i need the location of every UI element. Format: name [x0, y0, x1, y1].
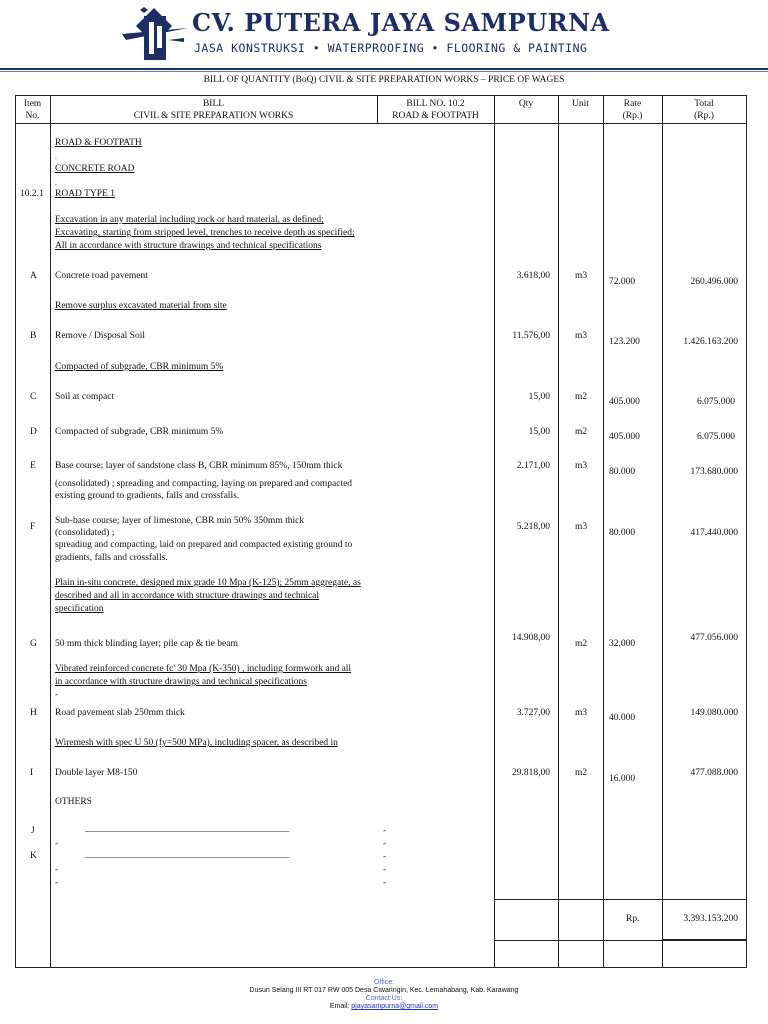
qty-value: 15,00	[528, 427, 550, 437]
col-header-qty: Qty	[518, 99, 534, 109]
unit-value: m3	[575, 522, 588, 532]
table-top-border	[15, 95, 747, 96]
item-description: Base course; layer of sandstone class B, CBR minimum 85%, 150mm thick	[55, 461, 343, 471]
item-letter: G	[30, 639, 37, 649]
summary-top-border	[494, 899, 747, 900]
header-rule-thin	[0, 71, 768, 72]
item-letter: C	[30, 392, 37, 402]
table-header-border	[15, 123, 747, 124]
item-number: 10.2.1	[20, 189, 44, 199]
item-description: (consolidated) ;	[55, 528, 115, 538]
summary-bottom-border	[494, 940, 662, 941]
unit-value: m2	[575, 639, 588, 649]
item-letter: J	[31, 826, 35, 836]
item-description: (consolidated) ; spreading and compacting, laying on prepared and compacted	[55, 479, 353, 489]
grand-total: 3.393.153.200	[683, 914, 738, 924]
rate-value: 80.000	[609, 467, 636, 477]
item-letter: H	[30, 708, 37, 718]
total-value: 149.080.000	[690, 708, 738, 718]
footer-email-link[interactable]: pjayasampurna@gmail.com	[351, 1003, 439, 1010]
qty-value: 3.727,00	[516, 708, 550, 718]
spec-text: Excavating, starting from stripped level, trenches to receive depth as specified;	[55, 228, 355, 238]
item-description: Sub-base course; layer of limestone, CBR min 50% 350mm thick	[55, 516, 305, 526]
summary-total-underline	[662, 939, 747, 941]
rate-value: 32.000	[609, 639, 636, 649]
company-tagline: JASA KONSTRUKSI • WATERPROOFING • FLOORING & PAINTING	[194, 41, 588, 55]
spec-text: in accordance with structure drawings and technical specifications	[55, 677, 307, 687]
unit-value: m2	[575, 392, 588, 402]
total-value: 6.075.000	[697, 432, 735, 442]
section-heading: CONCRETE ROAD	[55, 164, 135, 174]
dash-marker: -	[55, 878, 59, 888]
section-heading: OTHERS	[55, 797, 92, 807]
item-description: Concrete road pavement	[55, 271, 148, 281]
spec-text: specification	[55, 604, 104, 614]
qty-value: 29.818,00	[512, 768, 550, 778]
col-border	[50, 95, 51, 968]
rate-value: 405.000	[609, 432, 640, 442]
col-header-unit: Unit	[572, 99, 589, 109]
col-header-bill: BILL CIVIL & SITE PREPARATION WORKS	[133, 99, 294, 121]
spec-text: Excavation in any material including rock or hard material, as defined;	[55, 215, 324, 225]
dot-marker: .	[55, 179, 57, 187]
spec-text: Wiremesh with spec U 50 (fy=500 MPa), including spacer, as described in	[55, 738, 338, 748]
item-letter: D	[30, 427, 37, 437]
dash-marker: -	[383, 852, 387, 862]
unit-value: m3	[575, 271, 588, 281]
col-header-rate: Rate (Rp.)	[622, 99, 643, 121]
item-letter: K	[30, 851, 37, 861]
col-border	[15, 95, 16, 968]
item-description: 50 mm thick blinding layer; pile cap & tie beam	[55, 639, 238, 649]
blank-line: ___________________________________________	[85, 850, 290, 860]
rate-value: 72.000	[609, 277, 636, 287]
total-value: 477.056.000	[690, 633, 738, 643]
item-description: Remove / Disposal Soil	[55, 331, 145, 341]
item-description: existing ground to gradients, falls and crossfalls.	[55, 491, 240, 501]
dash-marker: -	[383, 839, 387, 849]
company-logo	[118, 4, 190, 66]
company-name: CV. PUTERA JAYA SAMPURNA	[192, 8, 610, 37]
rate-value: 405.000	[609, 397, 640, 407]
col-header-total: Total (Rp.)	[694, 99, 714, 121]
item-description: Road pavement slab 250mm thick	[55, 708, 185, 718]
total-value: 6.075.000	[697, 397, 735, 407]
unit-value: m3	[575, 708, 588, 718]
item-letter: B	[30, 331, 37, 341]
rate-value: 16.000	[609, 774, 636, 784]
item-letter: E	[30, 461, 36, 471]
col-header-item: Item No.	[23, 99, 42, 121]
item-description: Soil at compact	[55, 392, 115, 402]
dash-marker: -	[383, 865, 387, 875]
unit-value: m2	[575, 768, 588, 778]
footer-office-label: Office:	[373, 979, 395, 986]
col-border	[603, 95, 604, 968]
section-heading: ROAD TYPE 1	[55, 189, 115, 199]
unit-value: m3	[575, 331, 588, 341]
footer-contact-label: Contact Us:	[365, 995, 403, 1002]
footer-email-line	[0, 1003, 768, 1011]
total-value: 1.426.163.200	[683, 337, 738, 347]
total-value: 417.440.000	[690, 528, 738, 538]
item-letter: F	[30, 522, 36, 532]
qty-value: 2.171,00	[516, 461, 550, 471]
header-rule	[0, 68, 768, 70]
spec-text: Vibrated reinforced concrete fc' 30 Mpa (K-350) , including formwork and all	[55, 664, 352, 674]
document-title: BILL OF QUANTITY (BoQ) CIVIL & SITE PREPARATION WORKS – PRICE OF WAGES	[203, 75, 565, 85]
dash-marker: -	[383, 826, 387, 836]
spec-text: Plain in-situ concrete, designed mix grade 10 Mpa (K-125); 25mm aggregate, as	[55, 578, 361, 588]
spec-text: Compacted of subgrade, CBR minimum 5%	[55, 362, 224, 372]
footer-email-label: Email:	[329, 1003, 350, 1010]
unit-value: m2	[575, 427, 588, 437]
item-letter: A	[30, 271, 37, 281]
qty-value: 15,00	[528, 392, 550, 402]
rate-value: 123.200	[609, 337, 640, 347]
spec-text: Remove surplus excavated material from site	[55, 301, 227, 311]
rate-value: 80.000	[609, 528, 636, 538]
col-header-bill-no: BILL NO. 10.2 ROAD & FOOTPATH	[392, 99, 479, 121]
total-value: 260.496.000	[690, 277, 738, 287]
total-value: 173.680.000	[690, 467, 738, 477]
spec-text: All in accordance with structure drawings and technical specifications	[55, 241, 322, 251]
qty-value: 5.218,00	[516, 522, 550, 532]
unit-value: m3	[575, 461, 588, 471]
item-description: Compacted of subgrade, CBR minimum 5%	[55, 427, 224, 437]
dash-marker: -	[55, 839, 59, 849]
qty-value: 11.576,00	[512, 331, 550, 341]
footer-address: Dusun Selang III RT 017 RW 005 Desa Ciwaringin, Kec. Lemahabang, Kab. Karawang	[249, 987, 519, 994]
dash-marker: -	[383, 878, 387, 888]
section-heading: ROAD & FOOTPATH	[55, 138, 142, 148]
currency-label: Rp.	[626, 914, 640, 924]
item-description: Double layer M8-150	[55, 768, 138, 778]
table-bottom-border	[15, 967, 747, 968]
blank-line: ___________________________________________	[85, 824, 290, 834]
qty-value: 3.618,00	[516, 271, 550, 281]
qty-value: 14.908,00	[512, 633, 550, 643]
spec-text: described and all in accordance with structure drawings and technical	[55, 591, 320, 601]
item-description: spreading and compacting, laid on prepared and compacted existing ground to	[55, 540, 353, 550]
dash-marker: -	[55, 865, 59, 875]
total-value: 477.088.000	[690, 768, 738, 778]
dot-marker: .	[55, 153, 57, 161]
item-description: gradients, falls and crossfalls.	[55, 553, 168, 563]
col-border	[558, 95, 559, 968]
col-border	[746, 95, 747, 968]
rate-value: 40.000	[609, 713, 636, 723]
dash-marker: -	[55, 690, 59, 700]
item-letter: I	[30, 768, 34, 778]
